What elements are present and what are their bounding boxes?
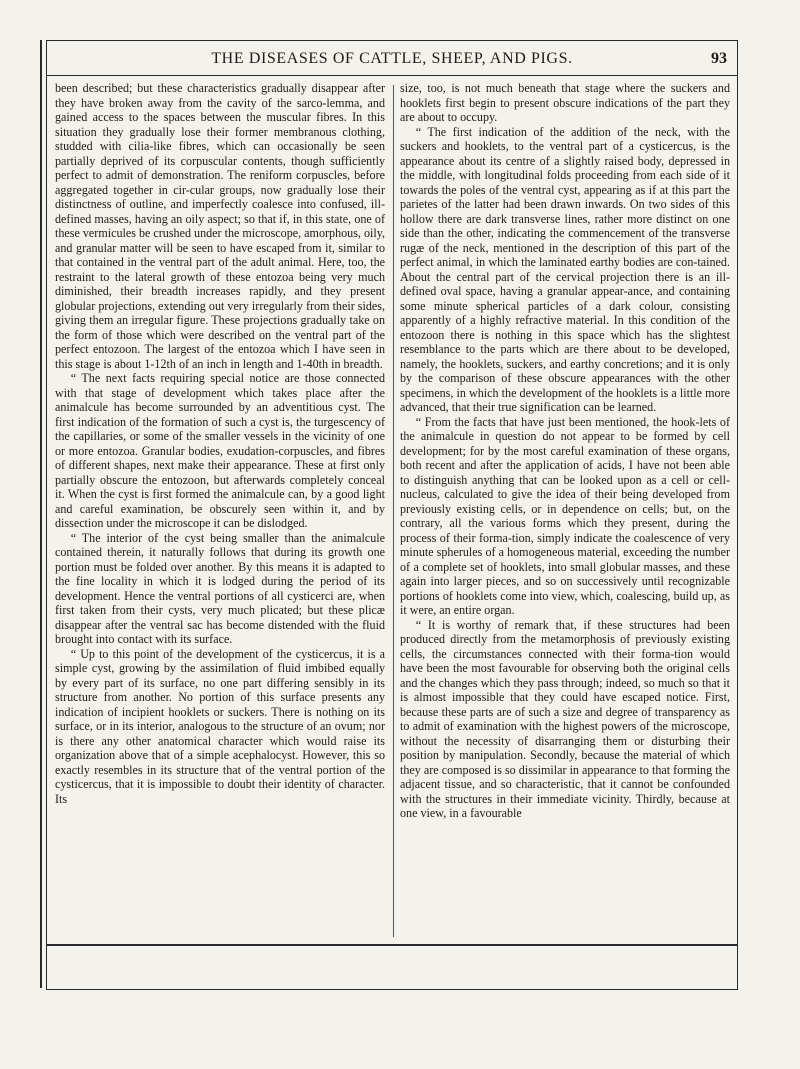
paragraph: “ From the facts that have just been mentioned, the hook-lets of the animalcule in question do not appear to be formed by cell development; for by the most careful examination of these organs, both recent and after the application of acids, I have not been able to distinguish anything that can be looked upon as a cell or cell-nucleus, calculated to give the idea of their being developed from previously existing cells, or in dependence on cells; but, on the contrary, all the various forms which they present, during the process of their forma-tion, simply indicate the coalescence of very minute spherules of a homogeneous material, exceeding the number of a complete set of hooklets, into small globular masses, and these again into larger pieces, and so on successively until recognizable portions of hooklets come into view, which, coalescing, build up, as it were, an entire organ. [400, 414, 730, 617]
paragraph: size, too, is not much beneath that stage where the suckers and hooklets first begin to present obscure indications of the part they are about to occupy. [400, 81, 730, 124]
margin-rule [40, 40, 42, 988]
right-column [400, 81, 730, 821]
page-number: 93 [711, 50, 727, 67]
footer-rule [47, 944, 737, 946]
page-header [47, 41, 737, 76]
paragraph: “ The interior of the cyst being smaller than the animalcule contained therein, it naturally follows that during its growth one portion must be folded over another. By this means it is adapted to the fine locality in which it is lodged during the period of its development. Hence the ventral portions of all cysticerci are, when first taken from their cysts, very much plicated; but these plicæ disappear after the ventral sac has become distended with the fluid brought into contact with its surface. [55, 530, 385, 646]
column-divider [393, 85, 394, 937]
book-page [46, 40, 738, 990]
paragraph: “ The next facts requiring special notice are those connected with that stage of development which takes place after the animalcule has become surrounded by an adventitious cyst. The first indication of the formation of such a cyst is, the turgescency of the capillaries, or some of the smaller vessels in the vicinity of one or more entozoa. Granular bodies, exudation-corpuscles, and fibres of different shapes, next make their appearance. These at first only partially obscure the entozoon, but afterwards completely conceal it. When the cyst is first formed the animalcule can, by a good light and careful examination, be obscurely seen within it, and by dissection under the microscope it can be dislodged. [55, 371, 385, 530]
running-head: THE DISEASES OF CATTLE, SHEEP, AND PIGS. [211, 50, 573, 67]
paragraph: “ It is worthy of remark that, if these structures had been produced directly from the metamorphosis of previously existing cells, the circumstances connected with their forma-tion would have been the most favourable for observing both the original cells and the changes which they pass through; indeed, so much so that it is almost impossible that they could have escaped notice. First, because these parts are of such a size and degree of transparency as to admit of examination with the highest powers of the microscope, without the necessity of disarranging them or disturbing their position by manipulation. Secondly, because the material of which they are composed is so dissimilar in appearance to that forming the adjacent tissue, and so characteristic, that it cannot be confounded with the structures in their immediate vicinity. Thirdly, because at one view, in a favourable [400, 617, 730, 820]
paragraph: “ The first indication of the addition of the neck, with the suckers and hooklets, to the ventral part of a cysticercus, is the appearance about its centre of a slightly raised body, depressed in the middle, with longitudinal folds proceeding from each side of it towards the poles of the ventral cyst, appearing as if at this part the parietes of the latter had been drawn inwards. On two sides of this hollow there are dark transverse lines, rather more distinct on one side than the other, indicating the commencement of the transverse rugæ of the neck, mentioned in the description of this part of the perfect animal, in which the laminated earthy bodies are con-tained. About the central part of the cervical projection there is an ill-defined oval space, having a granular appear-ance, and containing some minute spherical particles of a dark colour, consisting apparently of a highly refractive material. In this condition of the entozoon there is nothing in this space which has the slightest resemblance to the parts which are there about to be developed, namely, the hooklets, suckers, and earthy concretions; and it is only by the comparison of these obscure appearances with the other specimens, in which the development of the hooklets is a little more advanced, that their true signification can be learned. [400, 124, 730, 414]
paragraph: “ Up to this point of the development of the cysticercus, it is a simple cyst, growing by the assimilation of fluid imbibed equally by every part of its surface, no one part differing sensibly in its structure from another. No portion of this surface presents any indication of incipient hooklets or suckers. There is nothing on its surface, or in its interior, analogous to the structure of an ovum; nor is there any other anatomical character which would raise its organization above that of a simple acephalocyst. However, this so exactly resembles in its structure that of the ventral portion of the cysticercus, that it is impossible to doubt their identity of character. Its [55, 646, 385, 806]
paragraph: been described; but these characteristics gradually disappear after they have broken away from the cavity of the sarco-lemma, and gained access to the spaces between the muscular fibres. In this situation they gradually lose their former membranous clothing, studded with cilia-like fibres, which can occasionally be seen partially deprived of its corpuscular contents, though sufficiently perfect to admit of demonstration. The reniform corpuscles, before aggregated together in cir-cular groups, now gradually lose their distinctness of outline, and imperfectly coalesce into confused, ill-defined masses, having an oily aspect; so that if, in this state, one of these vermicules be crushed under the microscope, amorphous, oily, and granular matter will be seen to have escaped from it, similar to that contained in the ventral part of the adult animal. Here, too, the restraint to the lateral growth of these entozoa being very much diminished, their breadth increases rapidly, and they present globular projections, extending out very irregularly from their sides, giving them an irregular figure. These projections gradually take on the form of those which were described on the ventral part of the perfect entozoon. The largest of the entozoa which I have seen in this stage is about 1-12th of an inch in length and 1-40th in breadth. [55, 81, 386, 371]
left-column [55, 81, 385, 806]
